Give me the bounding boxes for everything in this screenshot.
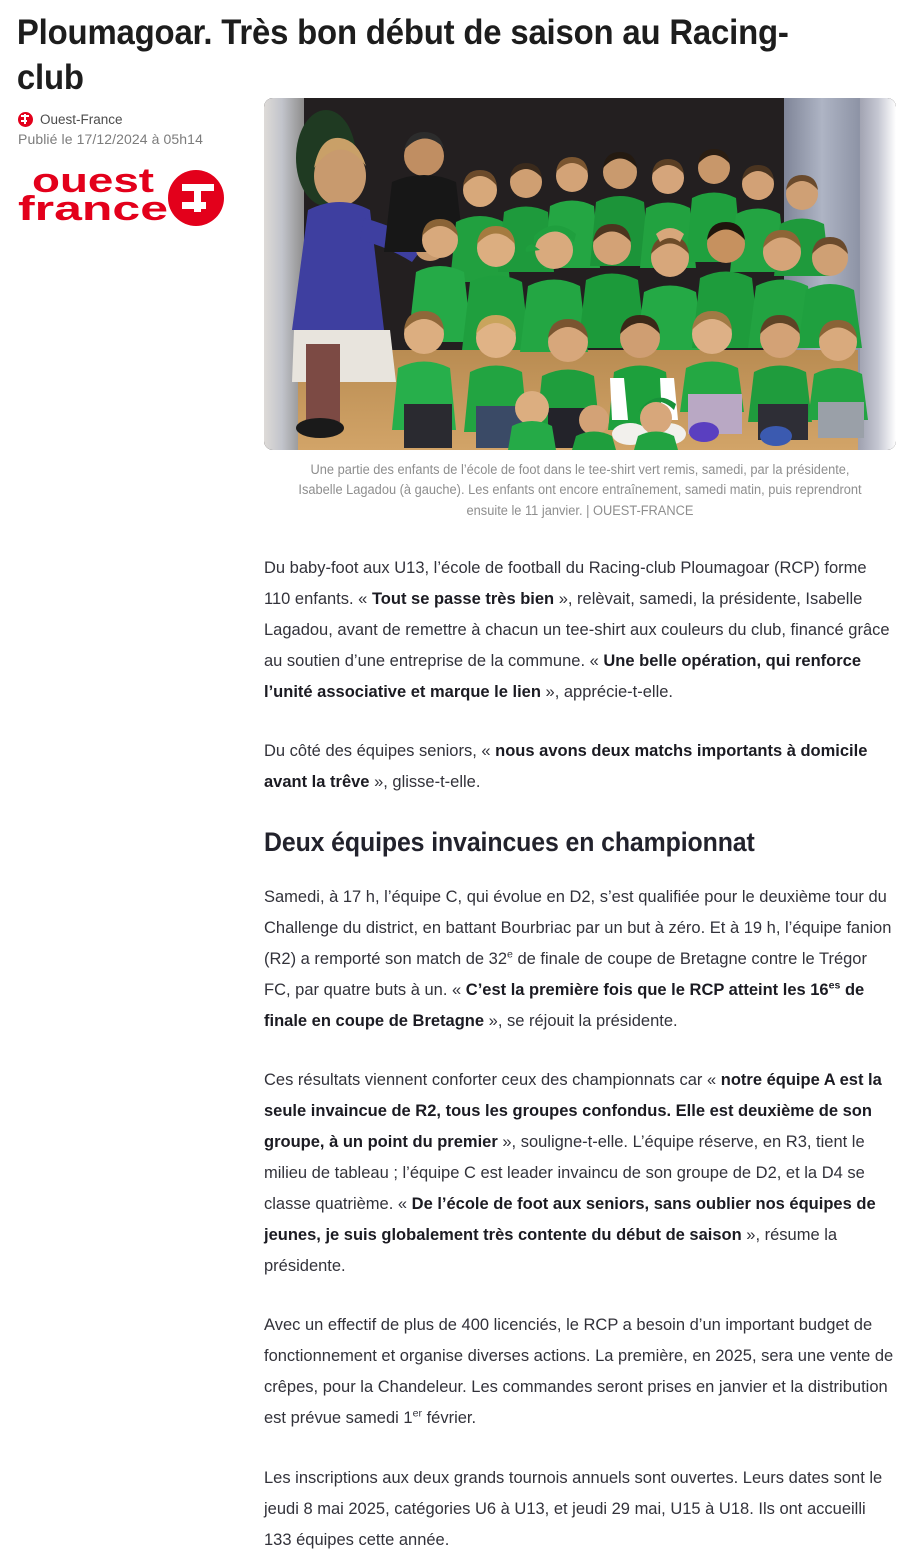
p4-quote-1: notre équipe A est la seule invaincue de R2, tous les groupes confondus. Elle est deuxième de son groupe, à un point du premier xyxy=(264,1071,882,1152)
paragraph-1 xyxy=(264,553,896,708)
ouest-france-circle-mark-icon xyxy=(168,170,224,226)
p3-superscript-1: e xyxy=(507,948,513,961)
section-title: Deux équipes invaincues en championnat xyxy=(264,826,755,857)
p5-superscript: er xyxy=(412,1407,422,1420)
p2-text-a: Du côté des équipes seniors, « xyxy=(264,741,496,760)
article-photo[interactable] xyxy=(264,98,896,450)
p3-quote-a: C’est la première fois que le RCP atteint les 16 xyxy=(465,981,829,1000)
publish-date: Publié le 17/12/2024 à 05h14 xyxy=(18,131,203,147)
p4-text-b: », souligne-t-elle. L’équipe réserve, en R3, tient le milieu de tableau ; l’équipe C est leader invaincu de son groupe de D2, et la D4 se classe quatrième. « xyxy=(264,1133,865,1214)
p4-text-a: Ces résultats viennent conforter ceux des championnats car « xyxy=(264,1071,721,1090)
paragraph-5 xyxy=(264,1310,896,1434)
p3-quote-b: de finale en coupe de Bretagne xyxy=(264,981,865,1031)
article-column xyxy=(264,98,896,1556)
byline-column xyxy=(18,110,248,226)
p2-text-b: », glisse-t-elle. xyxy=(369,772,481,791)
article-body xyxy=(264,553,896,1556)
p1-text-b: », relèvait, samedi, la présidente, Isabelle Lagadou, avant de remettre à chacun un tee-shirt aux couleurs du club, financé grâce au soutien d’une entreprise de la commune. « xyxy=(264,589,890,670)
byline-source: Ouest-France xyxy=(40,111,123,127)
p5-text-b: février. xyxy=(421,1409,477,1428)
svg-text:ouest: ouest xyxy=(32,164,154,200)
paragraph-4 xyxy=(264,1065,896,1282)
p3-text-c: », se réjouit la présidente. xyxy=(484,1012,678,1031)
paragraph-2 xyxy=(264,736,896,798)
page-title: Ploumagoar. Très bon début de saison au Racing-club xyxy=(16,13,789,98)
p5-text-a: Avec un effectif de plus de 400 licenciés, le RCP a besoin d’un important budget de fonctionnement et organise diverses actions. La première, en 2025, sera une vente de crêpes, pour la Chandeleur. Les commandes seront prises en janvier et la distribution est prévue samedi 1 xyxy=(264,1316,894,1428)
svg-text:france: france xyxy=(18,190,168,226)
p1-quote-2: Une belle opération, qui renforce l’unité associative et marque le lien xyxy=(264,651,862,701)
p3-text-a: Samedi, à 17 h, l’équipe C, qui évolue en D2, s’est qualifiée pour le deuxième tour du Challenge du district, en battant Bourbriac par un but à zéro. Et à 19 h, l’équipe fanion (R2) a remporté son match de 32 xyxy=(264,888,892,969)
p4-text-c: », résume la présidente. xyxy=(264,1226,838,1276)
byline xyxy=(18,110,248,128)
ouest-france-badge-icon xyxy=(18,112,33,127)
p1-text-c: », apprécie-t-elle. xyxy=(540,682,674,701)
photo-image xyxy=(264,98,896,450)
p2-quote: nous avons deux matchs importants à domicile avant la trêve xyxy=(264,741,868,791)
p3-superscript-2: es xyxy=(828,979,841,992)
p4-quote-2: De l’école de foot aux seniors, sans oublier nos équipes de jeunes, je suis globalement très contente du début de saison xyxy=(264,1195,876,1245)
ouest-france-logo[interactable] xyxy=(18,164,234,226)
p1-text-a: Du baby-foot aux U13, l’école de football du Racing-club Ploumagoar (RCP) forme 110 enfants. « xyxy=(264,558,867,608)
paragraph-3 xyxy=(264,882,896,1037)
p3-text-b: de finale de coupe de Bretagne contre le Trégor FC, par quatre buts à un. « xyxy=(264,950,867,1000)
p1-quote-1: Tout se passe très bien xyxy=(371,589,555,608)
paragraph-6: Les inscriptions aux deux grands tournois annuels sont ouvertes. Leurs dates sont le jeudi 8 mai 2025, catégories U6 à U13, et jeudi 29 mai, U15 à U18. Ils ont accueilli 133 équipes cette année. xyxy=(264,1468,883,1549)
photo-caption: Une partie des enfants de l’école de foot dans le tee-shirt vert remis, samedi, par la présidente, Isabelle Lagadou (à gauche). Les enfants ont encore entraînement, samedi matin, puis reprendront ensuite le 11 janvier. | OUEST-FRANCE xyxy=(298,462,862,518)
